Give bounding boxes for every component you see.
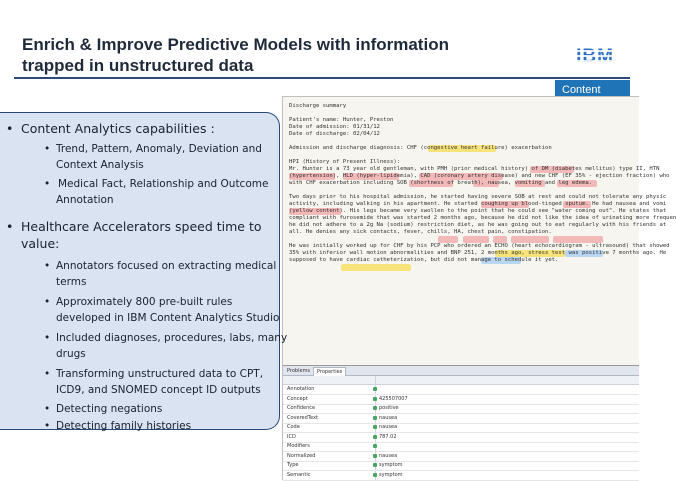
properties-row[interactable] xyxy=(283,395,639,405)
document-line: Date of discharge: 02/04/12 xyxy=(289,131,380,137)
property-value: nausea xyxy=(379,424,398,430)
properties-row[interactable] xyxy=(283,404,639,414)
document-line: activity, including walking in his apartment. He started coughing up blood-tinged sputum. He had nausea and vomi xyxy=(289,201,667,207)
document-line: Date of admission: 01/31/12 xyxy=(289,124,380,130)
document-line: compliant with furosemide that was started 2 months ago, because he did not like the idea of urinating more frequen xyxy=(289,215,676,221)
document-line: supposed to have cardiac catheterization, but did not manage to schedule it yet. xyxy=(289,257,559,263)
property-icon xyxy=(373,416,377,420)
properties-row[interactable] xyxy=(283,433,639,443)
document-line: Patient's name: Hunter, Preston xyxy=(289,117,394,123)
properties-row[interactable] xyxy=(283,461,639,471)
section2-heading-line2: value: xyxy=(21,236,60,251)
section2-item4-line1: Transforming unstructured data to CPT, xyxy=(56,368,264,380)
ibm-logo xyxy=(574,45,616,69)
properties-row[interactable] xyxy=(283,471,639,481)
bullet-glyph: • xyxy=(44,420,51,432)
bullet-glyph: • xyxy=(6,219,14,234)
property-value: nausea xyxy=(379,414,398,421)
property-icon xyxy=(373,435,377,439)
bullet-glyph: • xyxy=(44,296,51,308)
property-key: CoveredText xyxy=(287,414,318,421)
properties-tab-bar xyxy=(283,366,639,376)
property-key: Confidence xyxy=(287,405,316,411)
bullet-glyph: • xyxy=(44,403,51,415)
property-icon xyxy=(373,463,377,467)
section2-heading-line1: Healthcare Accelerators speed time to xyxy=(21,219,262,234)
document-line: with CHF exacerbation including SOB (shortness of breath), nausea, vomiting and leg edema. xyxy=(289,180,593,186)
document-line: (yellow content). His legs became very swollen to the point that he could see "water coming out". He states that xyxy=(289,208,667,214)
document-line: he did not adhere to a 2g Na (sodium) restriction diet, as he was going out to eat regularly with his friends at xyxy=(289,222,667,228)
bullet-glyph: • xyxy=(44,332,51,344)
property-key: Modifiers xyxy=(287,443,310,449)
section1-item2-line1: Medical Fact, Relationship and Outcome xyxy=(58,178,269,190)
section1-item2-line2: Annotation xyxy=(56,194,114,206)
bullet-glyph: • xyxy=(44,143,51,155)
section1-heading: Content Analytics capabilities : xyxy=(21,121,215,136)
property-key: Code xyxy=(287,424,300,430)
property-key: Normalized xyxy=(287,452,316,459)
tab-properties[interactable]: Properties xyxy=(313,367,346,376)
bullet-glyph: • xyxy=(6,121,14,136)
title-line-1: Enrich & Improve Predictive Models with information xyxy=(22,35,449,54)
property-icon xyxy=(373,387,377,391)
bullet-glyph: • xyxy=(44,368,51,380)
tab-problems[interactable]: Problems xyxy=(287,368,311,374)
property-key: ICD xyxy=(287,433,296,440)
slide-title xyxy=(22,34,532,76)
property-value: positive xyxy=(379,405,399,411)
property-icon xyxy=(373,444,377,448)
property-value: 425507007 xyxy=(379,395,408,402)
document-line: Mr. Hunter is a 73 year old gentleman, with PMH (prior medical history) of DM (diabetes mellitus) type II, HTN xyxy=(289,166,660,172)
property-icon xyxy=(373,473,377,477)
property-icon xyxy=(373,425,377,429)
properties-row[interactable] xyxy=(283,423,639,433)
section2-item3-line1: Included diagnoses, procedures, labs, many xyxy=(56,332,288,344)
section1-item1-line2: Context Analysis xyxy=(56,159,144,171)
properties-row[interactable] xyxy=(283,385,639,395)
document-line: He was initially worked up for CHF by his PCP who ordered an ECHO (heart echocardiogram - ultrasound) that showed xyxy=(289,243,670,249)
property-key: Concept xyxy=(287,395,308,402)
section2-item2-line1: Approximately 800 pre-built rules xyxy=(56,296,233,308)
document-line: Admission and discharge diagnosis: CHF (congestive heart failure) exacerbation xyxy=(289,145,552,151)
document-line: all. He denies any sick contacts, fever, chills, HA, chest pain, constipation. xyxy=(289,229,552,235)
badge-line-1: Content xyxy=(562,84,601,96)
properties-header xyxy=(283,376,639,385)
document-line: (hypertension), HLD (hyper-lipidemia), CAD (coronary artery disease) and new CHF (EF 35% - ejection fraction) who xyxy=(289,173,670,179)
document-line: Two days prior to his hospital admission, he started having severe SOB at rest and could not tolerate any physic xyxy=(289,194,667,200)
ibm-logo-text xyxy=(574,45,616,69)
property-icon xyxy=(373,397,377,401)
property-value: symptom xyxy=(379,471,403,478)
section2-item2-line2: developed in IBM Content Analytics Studio xyxy=(56,312,280,324)
section2-item6: Detecting family histories xyxy=(56,420,192,432)
document-screenshot xyxy=(282,96,676,480)
section2-item5: Detecting negations xyxy=(56,403,163,415)
property-icon xyxy=(373,454,377,458)
bullet-glyph: • xyxy=(44,178,51,190)
properties-pane xyxy=(283,365,639,481)
properties-row[interactable] xyxy=(283,414,639,424)
section2-item1-line2: terms xyxy=(56,276,87,288)
title-divider xyxy=(14,77,630,79)
bullet-glyph: • xyxy=(44,260,51,272)
property-key: Type xyxy=(287,462,299,468)
property-key: Semantic xyxy=(287,471,311,478)
property-value: symptom xyxy=(379,462,403,468)
section2-item4-line2: ICD9, and SNOMED concept ID outputs xyxy=(56,384,261,396)
properties-row[interactable] xyxy=(283,452,639,462)
document-line: 35% with inferior wall motion abnormalities and BNP 251, 2 months ago, stress test was positive 7 months ago. He xyxy=(289,250,667,256)
property-key: Annotation xyxy=(287,386,315,392)
document-line: Discharge summary xyxy=(289,103,347,109)
document-line: HPI (History of Present Illness): xyxy=(289,159,401,165)
property-value: 787.02 xyxy=(379,433,397,440)
title-line-2: trapped in unstructured data xyxy=(22,56,254,75)
section1-item1-line1: Trend, Pattern, Anomaly, Deviation and xyxy=(56,143,262,155)
property-icon xyxy=(373,406,377,410)
section2-item1-line1: Annotators focused on extracting medical xyxy=(56,260,277,272)
section2-item3-line2: drugs xyxy=(56,348,86,360)
properties-row[interactable] xyxy=(283,442,639,452)
property-value: nausea xyxy=(379,452,398,459)
